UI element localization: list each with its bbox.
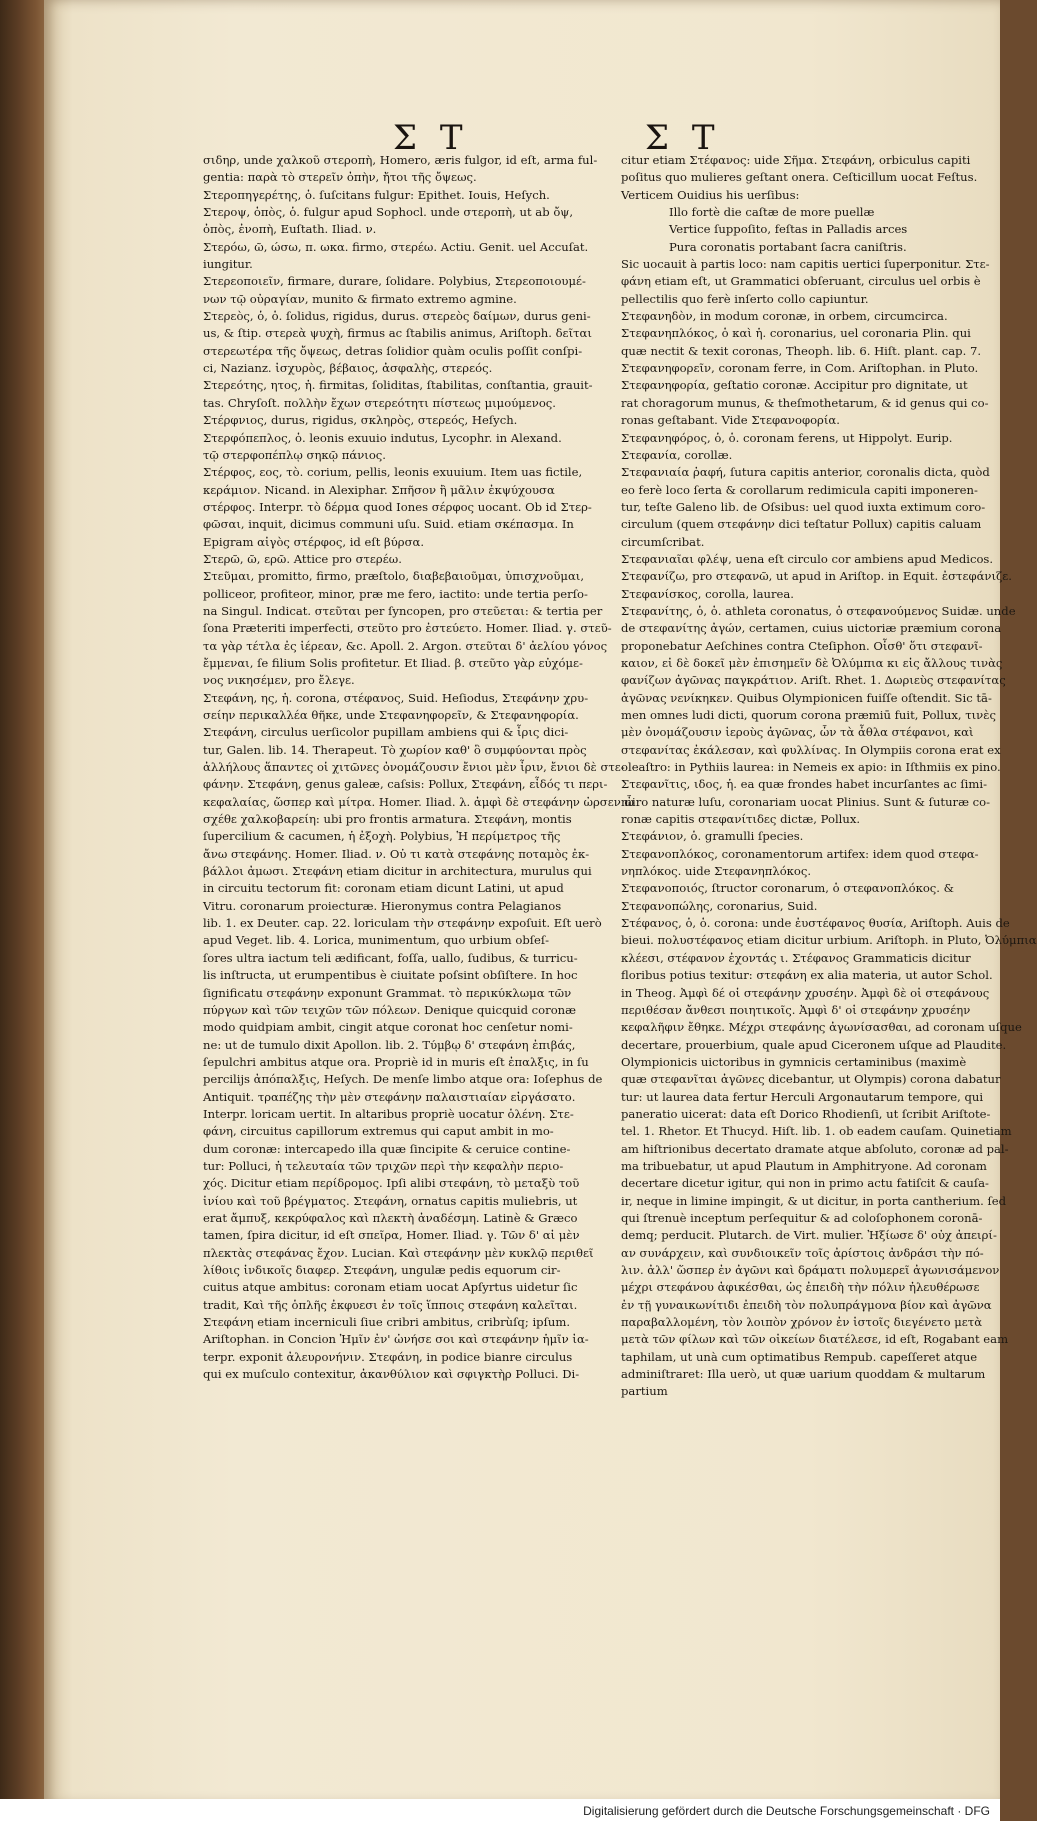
text-line: Στεροπηγερέτης, ὁ. ſuſcitans fulgur: Epithet. Iouis, Heſych. <box>203 187 550 202</box>
text-line: demq; perducit. Plutarch. de Virt. mulier. Ἠξίωσε δ' οὐχ ἀπειρί- <box>621 1228 997 1243</box>
text-line: Στερεοποιεῖν, firmare, durare, ſolidare. Polybius, Στερεοποιουμέ- <box>203 274 586 289</box>
text-line: Στεφανίτης, ὁ, ὁ. athleta coronatus, ὁ στεφανούμενος Suidæ. unde <box>621 603 1016 618</box>
text-line: ſupercilium & cacumen, ἡ ἐξοχὴ. Polybius, Ἡ περίμετρος τῆς <box>203 829 561 844</box>
text-line: σιδηρ, unde χαλκοῦ στεροπὴ, Homero, æris fulgor, id eſt, arma ful- <box>203 153 598 167</box>
text-line: tamen, ſpira dicitur, id eſt σπεῖρα, Homer. Iliad. γ. Τῶν δ' αἱ μὲν <box>203 1228 580 1243</box>
text-line: νων τῷ οὐραγίαν, munito & firmato extremo agmine. <box>203 291 517 306</box>
text-line: Στεῦμαι, promitto, firmo, præſtolo, διαβεβαιοῦμαι, ὑπισχνοῦμαι, <box>203 569 585 584</box>
text-line: Στερεὸς, ὁ, ὁ. ſolidus, rigidus, durus. στερεὸς δαίμων, durus geni- <box>203 309 591 324</box>
text-line: Στεφάνιον, ὁ. gramulli ſpecies. <box>621 829 804 844</box>
text-line: Στεφανηδὸν, in modum coronæ, in orbem, circumcirca. <box>621 309 948 324</box>
text-line: Στερεότης, ητος, ἡ. firmitas, ſoliditas, ſtabilitas, conſtantia, grauit- <box>203 378 593 393</box>
text-line: τῷ στερφοπέπλῳ σηκῷ πάνιος. <box>203 447 386 462</box>
text-line: Στεφανιαία ῥαφή, ſutura capitis anterior, coronalis dicta, quòd <box>621 465 990 480</box>
text-line: men omnes ludi dicti, quorum corona præmiū fuit, Pollux, τινὲς <box>621 708 996 722</box>
text-line: adminiſtraret: Illa uerò, ut quæ uarium quoddam & multarum <box>621 1367 986 1382</box>
text-line: φάνην. Στεφάνη, genus galeæ, caſsis: Pollux, Στεφάνη, εἶδός τι περι- <box>203 777 608 792</box>
text-line: λιν. ἀλλ' ὥσπερ ἐν ἀγῶνι καὶ δράματι πολυμερεῖ ἀγωνισάμενον <box>621 1263 1000 1277</box>
text-line: Verticem Ouidius his uerſibus: <box>621 187 800 202</box>
running-head-right: Σ Τ <box>645 118 721 158</box>
text-line: lib. 1. ex Deuter. cap. 22. loriculam τὴν στεφάνην expoſuit. Eſt uerò <box>203 916 602 931</box>
text-line: ἰνίου καὶ τοῦ βρέγματος. Στεφάνη, ornatus capitis muliebris, ut <box>203 1193 578 1208</box>
text-line: Illo fortè die caſtæ de more puellæ <box>669 205 875 220</box>
text-line: νηπλόκος. uide Στεφανηπλόκος. <box>621 864 812 879</box>
text-line: Interpr. loricam uertit. In altaribus propriè uocatur ὁλένη. Στε- <box>203 1106 574 1121</box>
text-line: gentia: παρὰ τὸ στερεῖν ὀπὴν, ἤτοι τῆς ὄψεως. <box>203 170 477 185</box>
text-line: qui ex muſculo contexitur, ἀκανθύλιον καὶ σφιγκτὴρ Polluci. Di- <box>203 1367 580 1382</box>
text-line: Στεφανηφόρος, ὁ, ὁ. coronam ferens, ut Hippolyt. Eurip. <box>621 430 953 445</box>
text-line: eo ferè loco ſerta & corollarum redimicula capiti imponeren- <box>621 482 978 497</box>
text-line: Sic uocauit à partis loco: nam capitis uertici ſuperponitur. Στε- <box>621 257 990 272</box>
text-line: ἀλλήλους ἅπαντες οἱ χιτῶνες ὀνομάζουσιν ἔνιοι μὲν ἶριν, ἔνιοι δὲ στε- <box>203 760 625 775</box>
text-line: apud Veget. lib. 4. Lorica, munimentum, quo urbium obſeſ- <box>203 933 550 948</box>
text-line: erat ἄμπυξ, κεκρύφαλος καὶ πλεκτὴ ἀναδέσμη. Latinè & Græco <box>203 1210 578 1225</box>
text-line: decertare, prouerbium, quale apud Ciceronem uſque ad Plaudite. <box>621 1037 1007 1052</box>
text-line: ronæ capitis στεφανίτιδες dictæ, Pollux. <box>621 812 861 827</box>
text-line: Στέρφνιος, durus, rigidus, σκληρὸς, στερεός, Heſych. <box>203 413 518 428</box>
right-column <box>621 152 1037 1401</box>
text-line: polliceor, profiteor, minor, præ me fero, iactito: unde tertia perſo- <box>203 586 588 601</box>
text-line: χός. Dicitur etiam περίδρομος. Ipſi alibi στεφάνη, τὸ μεταξὺ τοῦ <box>203 1176 580 1191</box>
text-line: dum coronæ: intercapedo illa quæ ſincipite & ceruice contine- <box>203 1141 571 1156</box>
text-line: κεφαλῆφιν ἔθηκε. Μέχρι στεφάνης ἀγωνίσασθαι, ad coronam uſque <box>621 1020 1022 1035</box>
text-line: pellectilis quo ferè inſerto collo capiuntur. <box>621 291 869 306</box>
text-line: poſitus quo mulieres geſtant onera. Ceſticillum uocat Feſtus. <box>621 170 978 185</box>
text-line: Στεφανίσκος, corolla, laurea. <box>621 586 794 601</box>
text-line: Στεφάνη, circulus uerſicolor pupillam ambiens qui & ἶρις dici- <box>203 725 569 740</box>
text-line: ἐν τῇ γυναικωνίτιδι ἐπειδὴ τὸν πολυπράγμονα βίον καὶ ἀγῶνα <box>621 1297 992 1312</box>
text-line: quæ nectit & texit coronas, Theoph. lib. 6. Hiſt. plant. cap. 7. <box>621 343 982 358</box>
text-line: de στεφανίτης ἀγών, certamen, cuius uictoriæ præmium corona <box>621 621 1002 636</box>
text-line: βάλλοι ἀμωσι. Στεφάνη etiam dicitur in architectura, murulus qui <box>203 864 592 879</box>
text-line: Vitru. coronarum proiecturæ. Hieronymus contra Pelagianos <box>203 898 562 913</box>
text-line: qui ſtrenuè inceptum perſequitur & ad coloſophonem coronā- <box>621 1210 983 1225</box>
text-line: lis inſtructa, ut erumpentibus è ciuitate poſsint obſiſtere. In hoc <box>203 968 578 983</box>
text-line: φάνη, circuitus capillorum extremus qui caput ambit in mo- <box>203 1124 554 1139</box>
text-line: στερεωτέρα τῆς ὄψεως, detras ſolidior quàm oculis poſſit conſpi- <box>203 343 583 358</box>
text-line: quæ στεφανῖται ἀγῶνες dicebantur, ut Olympis) corona dabatur <box>621 1072 1001 1087</box>
text-line: ronas geſtabant. Vide Στεφανοφορία. <box>621 413 840 428</box>
text-line: Στεφάνη etiam incerniculi ſiue cribri ambitus, cribrùſq; ipſum. <box>203 1315 571 1330</box>
text-line: modo quidpiam ambit, cingit atque coronat hoc cenſetur nomi- <box>203 1020 573 1035</box>
text-line: Antiquit. τραπέζης τὴν μὲν στεφάνην παλαιστιαίαν εἰργάσατο. <box>203 1089 576 1104</box>
text-line: Pura coronatis portabant ſacra caniſtris. <box>669 239 907 254</box>
text-line: ἀγῶνας νενίκηκεν. Quibus Olympionicen fuiſſe oſtendit. Sic tā- <box>621 690 992 705</box>
text-line: Στεφανηπλόκος, ὁ καὶ ἡ. coronarius, uel coronaria Plin. qui <box>621 326 971 341</box>
text-line: proponebatur Aeſchines contra Cteſiphon. Οἶσθ' ὅτι στεφανῖ- <box>621 638 983 653</box>
text-line: μετὰ τῶν φίλων καὶ τῶν οἰκείων διατέλεσε, id eſt, Rogabant eam <box>621 1332 1009 1347</box>
text-line: ἔμμεναι, ſe filium Solis profitetur. Et Iliad. β. στεῦτο γὰρ εὐχόμε- <box>203 655 583 670</box>
text-line: circulum (quem στεφάνην dici teſtatur Pollux) capitis caluam <box>621 517 982 532</box>
text-line: παραβαλλομένη, τὸν λοιπὸν χρόνον ἐν ἱστοῖς διεγένετο μετὰ <box>621 1315 983 1330</box>
text-line: miro naturæ luſu, coronariam uocat Plinius. Sunt & ſuturæ co- <box>621 794 991 809</box>
text-line: partium <box>621 1384 668 1399</box>
text-line: Στέρφος, εος, τὸ. corium, pellis, leonis exuuium. Item uas fictile, <box>203 465 583 480</box>
text-line: Στεφάνη, ης, ἡ. corona, στέφανος, Suid. Heſiodus, Στεφάνην χρυ- <box>203 690 589 705</box>
text-line: am hiſtrionibus decertato dramate atque abſoluto, coronæ ad pal- <box>621 1141 1009 1156</box>
text-line: tur, teſte Galeno lib. de Oſsibus: uel quod iuxta extimum coro- <box>621 499 986 514</box>
text-line: Στερῶ, ῶ, ερῶ. Attice pro στερέω. <box>203 551 402 566</box>
left-column <box>203 152 634 1383</box>
text-line: φῶσαι, inquit, dicimus communi uſu. Suid. etiam σκέπασμα. In <box>203 517 574 532</box>
text-line: tel. 1. Rhetor. Et Thucyd. Hiſt. lib. 1. ob eadem cauſam. Quinetiam <box>621 1124 1012 1139</box>
running-head-left: Σ Τ <box>393 118 469 158</box>
text-line: Στεφανίζω, pro στεφανῶ, ut apud in Ariſtop. in Equit. ἐστεφάνιζε. <box>621 569 1012 584</box>
text-line: Στεφανοποιός, ſtructor coronarum, ὁ στεφανοπλόκος. & <box>621 881 954 896</box>
text-line: καιον, εἰ δὲ δοκεῖ μὲν ἐπισημεῖν δὲ Ὀλύμπια κι εἰς ἄλλους τινὰς <box>621 655 1003 670</box>
text-line: circumſcribat. <box>621 534 705 549</box>
text-line: Στεφανοπλόκος, coronamentorum artifex: idem quod στεφα- <box>621 846 979 861</box>
text-line: tas. Chryſoſt. πολλὴν ἔχων στερεότητι πίστεως μιμούμενος. <box>203 395 556 410</box>
text-line: ci, Nazianz. ἰσχυρὸς, βέβαιος, ἀσφαλὴς, στερεός. <box>203 361 493 376</box>
text-line: na Singul. Indicat. στεῦται per ſyncopen, pro στεῦεται: & tertia per <box>203 603 603 618</box>
text-line: decertare dicetur igitur, qui non in primo actu fatiſcit & cauſa- <box>621 1176 989 1191</box>
text-line: Στεφανηφορεῖν, coronam ferre, in Com. Ariſtophan. in Pluto. <box>621 361 979 376</box>
text-line: Στεφανηφορία, geſtatio coronæ. Accipitur pro dignitate, ut <box>621 378 968 393</box>
text-line: in circuitu tectorum fit: coronam etiam dicunt Latini, ut apud <box>203 881 564 896</box>
text-line: νος νικησέμεν, pro ἔλεγε. <box>203 673 355 688</box>
text-line: φανίζων ἀγῶνας παγκράτιον. Ariſt. Rhet. 1. Δωριεὺς στεφανίτας <box>621 673 1006 688</box>
text-line: κεράμιον. Nicand. in Alexiphar. Σπῆσον ἢ μᾶλιν ἐκψύχουσα <box>203 482 555 497</box>
text-line: ὀπὸς, ἐνοπὴ, Euſtath. Iliad. ν. <box>203 222 377 237</box>
text-line: κλέεσι, στέφανον ἐχοντάς ι. Στέφανος Grammaticis dicitur <box>621 950 971 965</box>
text-line: ſepulchri ambitus atque ora. Propriè id in muris eſt ἐπαλξις, in ſu <box>203 1054 589 1069</box>
text-line: rat choragorum munus, & theſmothetarum, & id genus qui co- <box>621 395 989 410</box>
text-line: tur, Galen. lib. 14. Therapeut. Τὸ χωρίον καθ' ὃ συμφύονται πρὸς <box>203 742 587 757</box>
text-line: ma tribuebatur, ut apud Plautum in Amphitryone. Ad coronam <box>621 1158 987 1173</box>
text-line: oleaſtro: in Pythiis laurea: in Nemeis ex apio: in Iſthmiis ex pino. <box>621 760 1001 775</box>
text-line: στέρφος. Interpr. τὸ δέρμα quod Iones σέρφος uocant. Ob id Στερ- <box>203 499 592 514</box>
text-line: μὲν ὀνομάζουσιν ἱεροὺς ἀγῶνας, ὧν τὰ ἆθλα στέφανοι, καὶ <box>621 725 974 740</box>
text-line: τα γὰρ τέτλα ἐς ἰέρεαν, &c. Apoll. 2. Argon. στεῦται δ' ἀελίου γόνος <box>203 638 608 653</box>
text-line: μέχρι στεφάνου ἀφικέσθαι, ὡς ἐπειδὴ τὴν πόλιν ἠλευθέρωσε <box>621 1280 980 1295</box>
text-line: bieui. πολυστέφανος etiam dicitur urbium. Ariſtoph. in Pluto, Ὀλύμπια <box>621 933 1037 948</box>
text-line: ne: ut de tumulo dixit Apollon. lib. 2. Τύμβῳ δ' στεφάνη ἐπιβάς, <box>203 1037 576 1052</box>
text-line: σείην περικαλλέα θῆκε, unde Στεφανηφορεῖν, & Στεφανηφορία. <box>203 708 579 722</box>
text-line: citur etiam Στέφανος: uide Σῆμα. Στεφάνη, orbiculus capiti <box>621 153 971 167</box>
text-line: Olympionicis uictoribus in gymnicis certaminibus (maximè <box>621 1054 967 1069</box>
text-line: ſona Præteriti imperfecti, στεῦτο pro ἐστεύετο. Homer. Iliad. γ. στεῦ- <box>203 621 612 636</box>
footer-bar <box>0 1799 1000 1821</box>
text-line: Στέφανος, ὁ, ὁ. corona: unde ἐυστέφανος θυσία, Ariſtoph. Auis de <box>621 916 1010 931</box>
text-line: σχέθε χαλκοβαρείη: ubi pro frontis armatura. Στεφάνη, montis <box>203 812 572 827</box>
text-line: κεφαλαίας, ὥσπερ καὶ μίτρα. Homer. Iliad. λ. ἀμφὶ δὲ στεφάνην ὠρσεν ὦ <box>203 794 634 809</box>
text-line: in Theog. Ἀμφὶ δέ οἱ στεφάνην χρυσέην. Ἀμφὶ δὲ οἱ στεφάνους <box>621 985 990 1000</box>
text-line: tradit, Καὶ τῆς ὁπλῆς ἐκφυεσι ἐν τοῖς ἵπποις στεφάνη καλεῖται. <box>203 1297 578 1312</box>
text-line: πλεκτὰς στεφάνας ἔχον. Lucian. Καὶ στεφάνην μὲν κυκλῷ περιθεῖ <box>203 1245 594 1260</box>
book-cover-edge <box>0 0 44 1821</box>
text-line: floribus potius texitur: στεφάνη ex alia materia, ut autor Schol. <box>621 968 993 983</box>
text-line: paneratio uicerat: data eſt Dorico Rhodienſi, ut ſcribit Ariſtote- <box>621 1106 991 1121</box>
text-line: us, & ſtip. στερεὰ ψυχὴ, firmus ac ſtabilis animus, Ariſtoph. δεῖται <box>203 326 592 341</box>
text-line: στεφανίτας ἐκάλεσαν, καὶ φυλλίνας. In Olympiis corona erat ex <box>621 742 1001 757</box>
funding-notice: Digitalisierung gefördert durch die Deutsche Forschungsgemeinschaft · DFG <box>583 1804 990 1818</box>
text-line: terpr. exponit ἀλευρονήνιν. Στεφάνη, in podice bianre circulus <box>203 1349 573 1364</box>
text-line: Στεφανῖτις, ιδος, ἡ. ea quæ frondes habet incurſantes ac ſimi- <box>621 777 988 792</box>
text-line: Στεφανία, corollæ. <box>621 447 733 462</box>
text-line: ſignificatu στεφάνην exponunt Grammat. τὸ περικύκλωμα τῶν <box>203 985 572 1000</box>
text-line: percilijs ἀπόπαλξις, Heſych. De menſe limbo atque ora: Ioſephus de <box>203 1072 603 1087</box>
text-line: tur: Polluci, ἡ τελευταία τῶν τριχῶν περὶ τὴν κεφαλὴν περιο- <box>203 1158 564 1173</box>
text-line: taphilam, ut unà cum optimatibus Rempub. capeſſeret atque <box>621 1349 978 1364</box>
text-line: φάνη etiam eſt, ut Grammatici obſeruant, circulus uel orbis è <box>621 274 981 289</box>
text-line: Στερφόπεπλος, ὁ. leonis exuuio indutus, Lycophr. in Alexand. <box>203 430 562 445</box>
text-line: Epigram αἰγὸς στέρφος, id eſt βύρσα. <box>203 534 425 549</box>
text-line: λίθοις ἰνδικοῖς διαφερ. Στεφάνη, ungulæ pedis equorum cir- <box>203 1263 561 1277</box>
text-line: iungitur. <box>203 257 253 272</box>
text-line: πύργων καὶ τῶν τειχῶν τῶν πόλεων. Denique quicquid coronæ <box>203 1002 577 1017</box>
text-line: ir, neque in limine impingit, & ut dicitur, in porta cantherium. ſed <box>621 1193 1007 1208</box>
text-line: περιθέσαν ἄνθεσι ποιητικοῖς. Ἀμφὶ δ' οἱ στεφάνην χρυσέην <box>621 1002 971 1017</box>
text-line: tur: ut laurea data fertur Herculi Argonautarum tempore, qui <box>621 1089 984 1104</box>
text-line: ἄνω στεφάνης. Homer. Iliad. ν. Οὐ τι κατὰ στεφάνης ποταμὸς ἐκ- <box>203 846 590 861</box>
text-line: cuitus atque ambitus: coronam etiam uocat Apſyrtus uidetur ſic <box>203 1280 578 1295</box>
text-line: Στεφανοπώλης, coronarius, Suid. <box>621 898 818 913</box>
text-line: ſores ultra iactum teli ædificant, foſſa, uallo, ſudibus, & turricu- <box>203 950 578 965</box>
text-line: Στερόω, ῶ, ώσω, π. ωκα. firmo, στερέω. Actiu. Genit. uel Accuſat. <box>203 239 589 254</box>
text-line: Ariſtophan. in Concion Ἡμῖν ἐν' ὠνήσε σοι καὶ στεφάνην ἡμῖν ἰα- <box>203 1332 589 1347</box>
text-line: Vertice ſuppoſito, feſtas in Palladis arces <box>669 222 908 237</box>
text-line: Στεροψ, ὁπὸς, ὁ. fulgur apud Sophocl. unde στεροπὴ, ut ab ὄψ, <box>203 205 574 220</box>
text-line: Στεφανιαῖαι φλέψ, uena eſt circulo cor ambiens apud Medicos. <box>621 551 994 566</box>
text-line: αν συνάρχειν, καὶ συνδιοικεῖν τοῖς ἀρίστοις ἀνδράσι τὴν πό- <box>621 1245 984 1260</box>
